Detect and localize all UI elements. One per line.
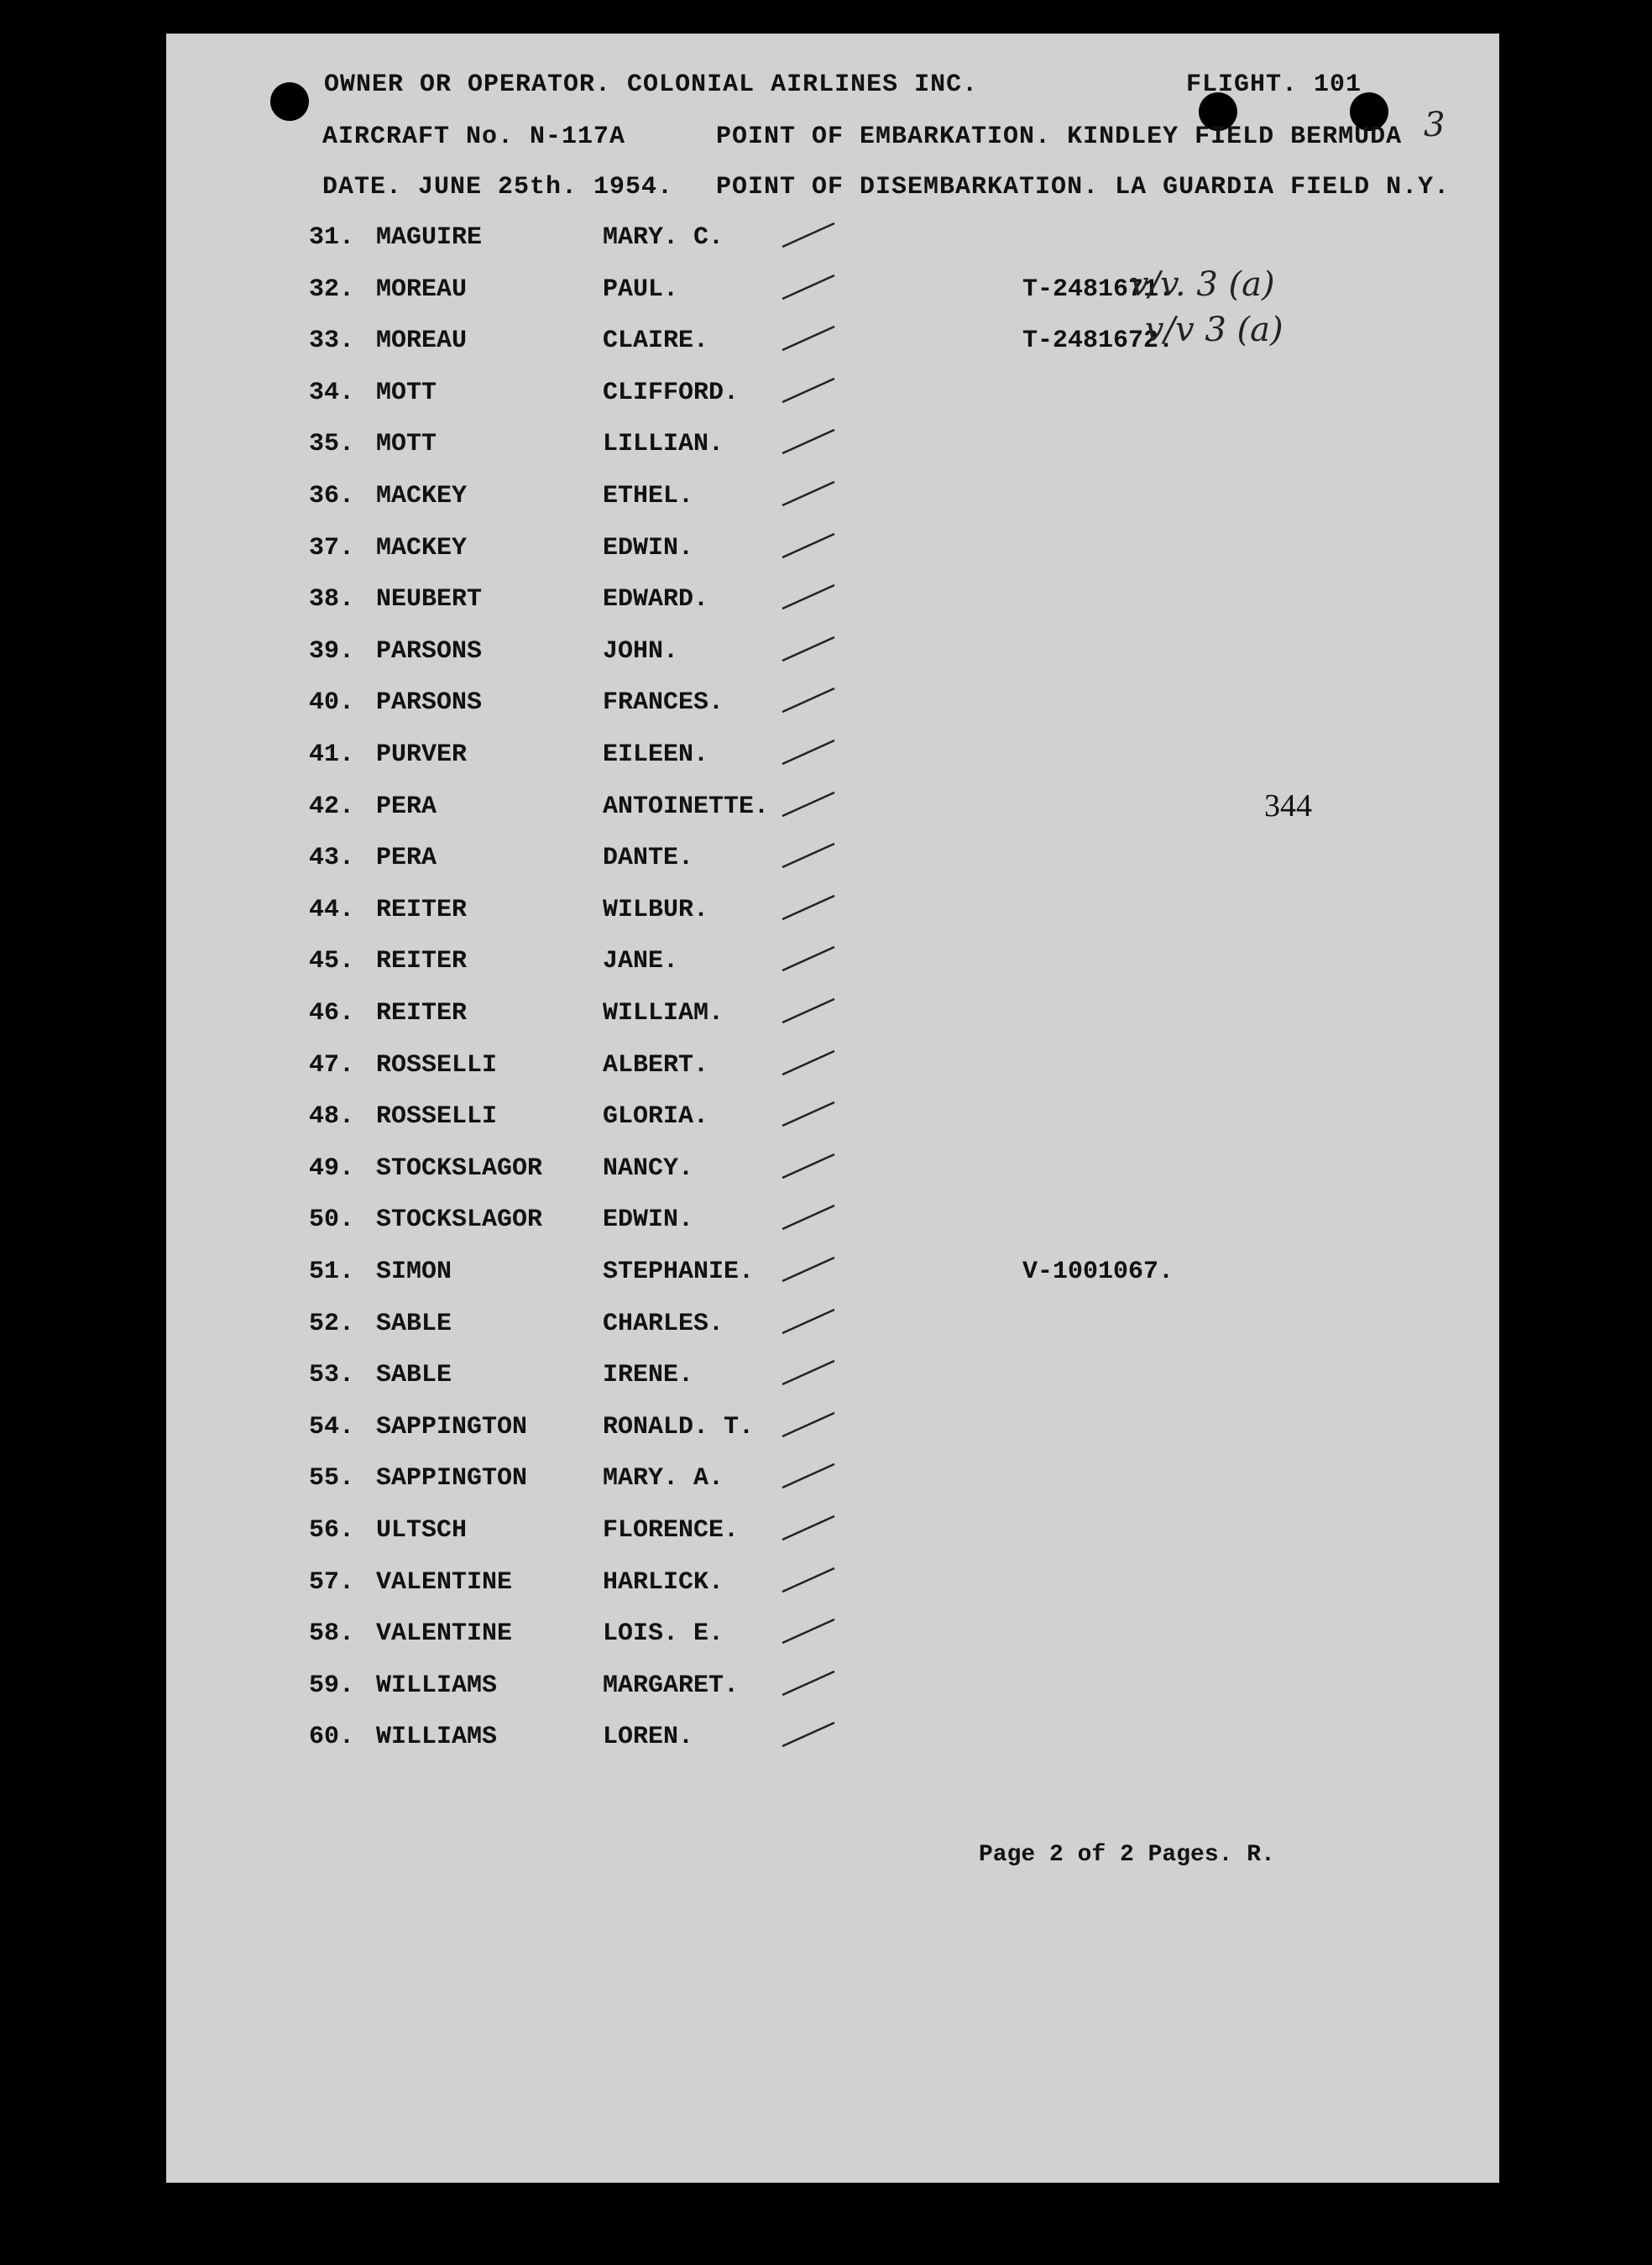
row-number: 42. [309,792,355,821]
passenger-surname: REITER [376,999,468,1028]
passenger-given-name: FLORENCE. [603,1516,740,1545]
passenger-surname: SIMON [376,1258,452,1286]
check-mark-icon [779,270,838,304]
row-number: 54. [309,1412,355,1441]
passenger-given-name: LOREN. [603,1723,694,1752]
point-of-disembarkation: POINT OF DISEMBARKATION. LA GUARDIA FIELD N.Y. [716,173,1451,201]
aircraft-number: AIRCRAFT No. N-117A [322,123,626,151]
passenger-surname: NEUBERT [376,585,483,615]
check-mark-icon [779,632,838,666]
passenger-surname: REITER [376,947,468,976]
row-number: 43. [309,844,355,873]
passenger-document-number: V-1001067. [1022,1258,1174,1286]
row-number: 59. [309,1671,355,1700]
passenger-given-name: MARY. C. [603,223,724,252]
passenger-given-name: WILLIAM. [603,999,724,1028]
passenger-given-name: ETHEL. [603,482,694,510]
passenger-given-name: LOIS. E. [603,1619,724,1649]
punch-hole [270,82,309,121]
passenger-given-name: EDWIN. [603,533,694,562]
check-mark-icon [779,942,838,976]
row-number: 60. [309,1723,355,1752]
passenger-surname: STOCKSLAGOR [376,1206,543,1235]
passenger-given-name: EDWARD. [603,585,709,615]
check-mark-icon [779,1666,838,1700]
passenger-given-name: ANTOINETTE. [603,792,770,821]
check-mark-icon [779,580,838,614]
passenger-surname: PERA [376,792,437,821]
handwritten-note: v/v 3 (a) [1145,311,1283,349]
check-mark-icon [779,425,838,458]
row-number: 50. [309,1206,355,1235]
check-mark-icon [779,529,838,562]
check-mark-icon [779,891,838,924]
check-mark-icon [779,1305,838,1338]
check-mark-icon [779,787,838,821]
check-mark-icon [779,322,838,355]
passenger-given-name: GLORIA. [603,1102,709,1132]
passenger-surname: SAPPINGTON [376,1464,528,1493]
passenger-given-name: MARY. A. [603,1464,724,1493]
passenger-given-name: JANE. [603,947,679,976]
check-mark-icon [779,735,838,769]
row-number: 36. [309,482,355,510]
passenger-given-name: HARLICK. [603,1567,724,1597]
passenger-given-name: CLIFFORD. [603,378,740,407]
passenger-given-name: NANCY. [603,1153,694,1183]
passenger-surname: REITER [376,895,468,924]
check-mark-icon [779,683,838,717]
passenger-given-name: DANTE. [603,844,694,873]
check-mark-icon [779,218,838,252]
row-number: 57. [309,1567,355,1597]
row-number: 37. [309,533,355,562]
passenger-surname: MOTT [376,378,437,407]
passenger-given-name: LILLIAN. [603,430,724,459]
check-mark-icon [779,1046,838,1080]
passenger-surname: SABLE [376,1361,452,1390]
row-number: 56. [309,1516,355,1545]
passenger-given-name: CHARLES. [603,1309,724,1338]
manifest-date: DATE. JUNE 25th. 1954. [322,173,674,201]
check-mark-icon [779,1563,838,1597]
check-mark-icon [779,1149,838,1183]
row-number: 52. [309,1309,355,1338]
passenger-given-name: RONALD. T. [603,1412,755,1441]
passenger-surname: MAGUIRE [376,223,483,252]
row-number: 39. [309,636,355,666]
row-number: 46. [309,999,355,1028]
passenger-surname: ROSSELLI [376,1050,498,1080]
row-number: 33. [309,327,355,356]
passenger-given-name: EDWIN. [603,1206,694,1235]
handwritten-note: v/v. 3 (a) [1130,265,1275,304]
row-number: 51. [309,1258,355,1286]
passenger-given-name: JOHN. [603,636,679,666]
passenger-given-name: STEPHANIE. [603,1258,755,1286]
passenger-given-name: PAUL. [603,275,679,304]
row-number: 48. [309,1102,355,1132]
check-mark-icon [779,1201,838,1234]
owner-operator: OWNER OR OPERATOR. COLONIAL AIRLINES INC. [324,71,979,99]
row-number: 47. [309,1050,355,1080]
point-of-embarkation: POINT OF EMBARKATION. KINDLEY FIELD BERMUDA [716,123,1403,151]
passenger-surname: PARSONS [376,636,483,666]
passenger-given-name: WILBUR. [603,895,709,924]
row-number: 41. [309,740,355,769]
passenger-surname: ULTSCH [376,1516,468,1545]
passenger-given-name: EILEEN. [603,740,709,769]
check-mark-icon [779,839,838,872]
row-number: 32. [309,275,355,304]
passenger-given-name: CLAIRE. [603,327,709,356]
check-mark-icon [779,1356,838,1389]
row-number: 45. [309,947,355,976]
passenger-surname: MACKEY [376,482,468,510]
row-number: 34. [309,378,355,407]
passenger-given-name: IRENE. [603,1361,694,1390]
row-number: 49. [309,1153,355,1183]
passenger-given-name: MARGARET. [603,1671,740,1700]
check-mark-icon [779,1408,838,1441]
row-number: 35. [309,430,355,459]
flight-number: FLIGHT. 101 [1186,71,1362,99]
row-number: 53. [309,1361,355,1390]
passenger-surname: MACKEY [376,533,468,562]
row-number: 31. [309,223,355,252]
check-mark-icon [779,1718,838,1751]
passenger-surname: PURVER [376,740,468,769]
passenger-given-name: ALBERT. [603,1050,709,1080]
passenger-surname: ROSSELLI [376,1102,498,1132]
passenger-given-name: FRANCES. [603,688,724,718]
row-number: 40. [309,688,355,718]
passenger-document-number: T-2481671. [1022,275,1174,304]
passenger-surname: STOCKSLAGOR [376,1153,543,1183]
check-mark-icon [779,1253,838,1286]
row-number: 55. [309,1464,355,1493]
passenger-surname: VALENTINE [376,1619,513,1649]
check-mark-icon [779,374,838,407]
passenger-surname: SABLE [376,1309,452,1338]
check-mark-icon [779,994,838,1028]
passenger-surname: PERA [376,844,437,873]
row-number: 58. [309,1619,355,1649]
passenger-surname: MOREAU [376,327,468,356]
check-mark-icon [779,1511,838,1545]
passenger-surname: PARSONS [376,688,483,718]
page-footer: Page 2 of 2 Pages. R. [979,1842,1275,1868]
passenger-surname: MOTT [376,430,437,459]
passenger-surname: SAPPINGTON [376,1412,528,1441]
check-mark-icon [779,1459,838,1493]
check-mark-icon [779,477,838,510]
row-number: 44. [309,895,355,924]
passenger-document-number: T-2481672. [1022,327,1174,356]
manifest-page [166,34,1499,2183]
row-number: 38. [309,585,355,615]
passenger-surname: WILLIAMS [376,1723,498,1752]
check-mark-icon [779,1614,838,1648]
handwritten-mark: 3 [1424,106,1446,144]
passenger-surname: WILLIAMS [376,1671,498,1700]
passenger-surname: MOREAU [376,275,468,304]
page-stamp-number: 344 [1264,788,1312,824]
passenger-surname: VALENTINE [376,1567,513,1597]
check-mark-icon [779,1097,838,1131]
